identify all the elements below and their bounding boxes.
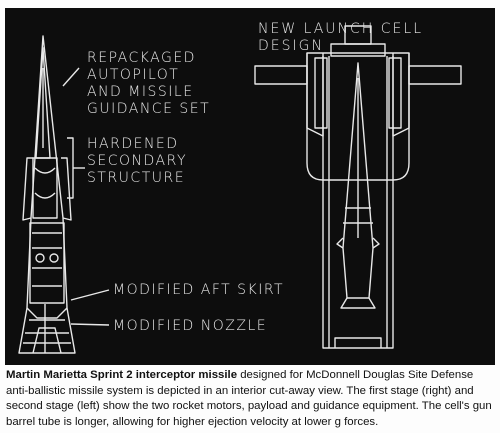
figure-caption bbox=[6, 368, 496, 430]
launch-cell bbox=[255, 26, 461, 348]
launch-cell-title: NEW LAUNCH CELL DESIGN bbox=[258, 21, 424, 54]
second-stage-missile bbox=[19, 36, 75, 353]
repackaged-autopilot-label: REPACKAGED AUTOPILOT AND MISSILE GUIDANCE SET bbox=[87, 50, 211, 117]
missile-cutaway-figure bbox=[5, 8, 495, 365]
caption-bold-lead: Martin Marietta Sprint 2 interceptor missile bbox=[6, 369, 238, 381]
aft-skirt-label: MODIFIED AFT SKIRT bbox=[113, 282, 285, 298]
hardened-structure-label: HARDENED SECONDARY STRUCTURE bbox=[87, 136, 187, 186]
missile-line-drawing bbox=[5, 8, 495, 365]
nozzle-label: MODIFIED NOZZLE bbox=[113, 318, 268, 334]
caption-text: designed for McDonnell Douglas Site Defense anti-ballistic missile system is depicted in an interior cut-away view. The first stage (right) and second stage (left) show the two rocket motors, payload and guidance equipment. The cell's gun barrel tube is longer, allowing for higher ejection velocity at lower g forces. bbox=[6, 369, 492, 428]
